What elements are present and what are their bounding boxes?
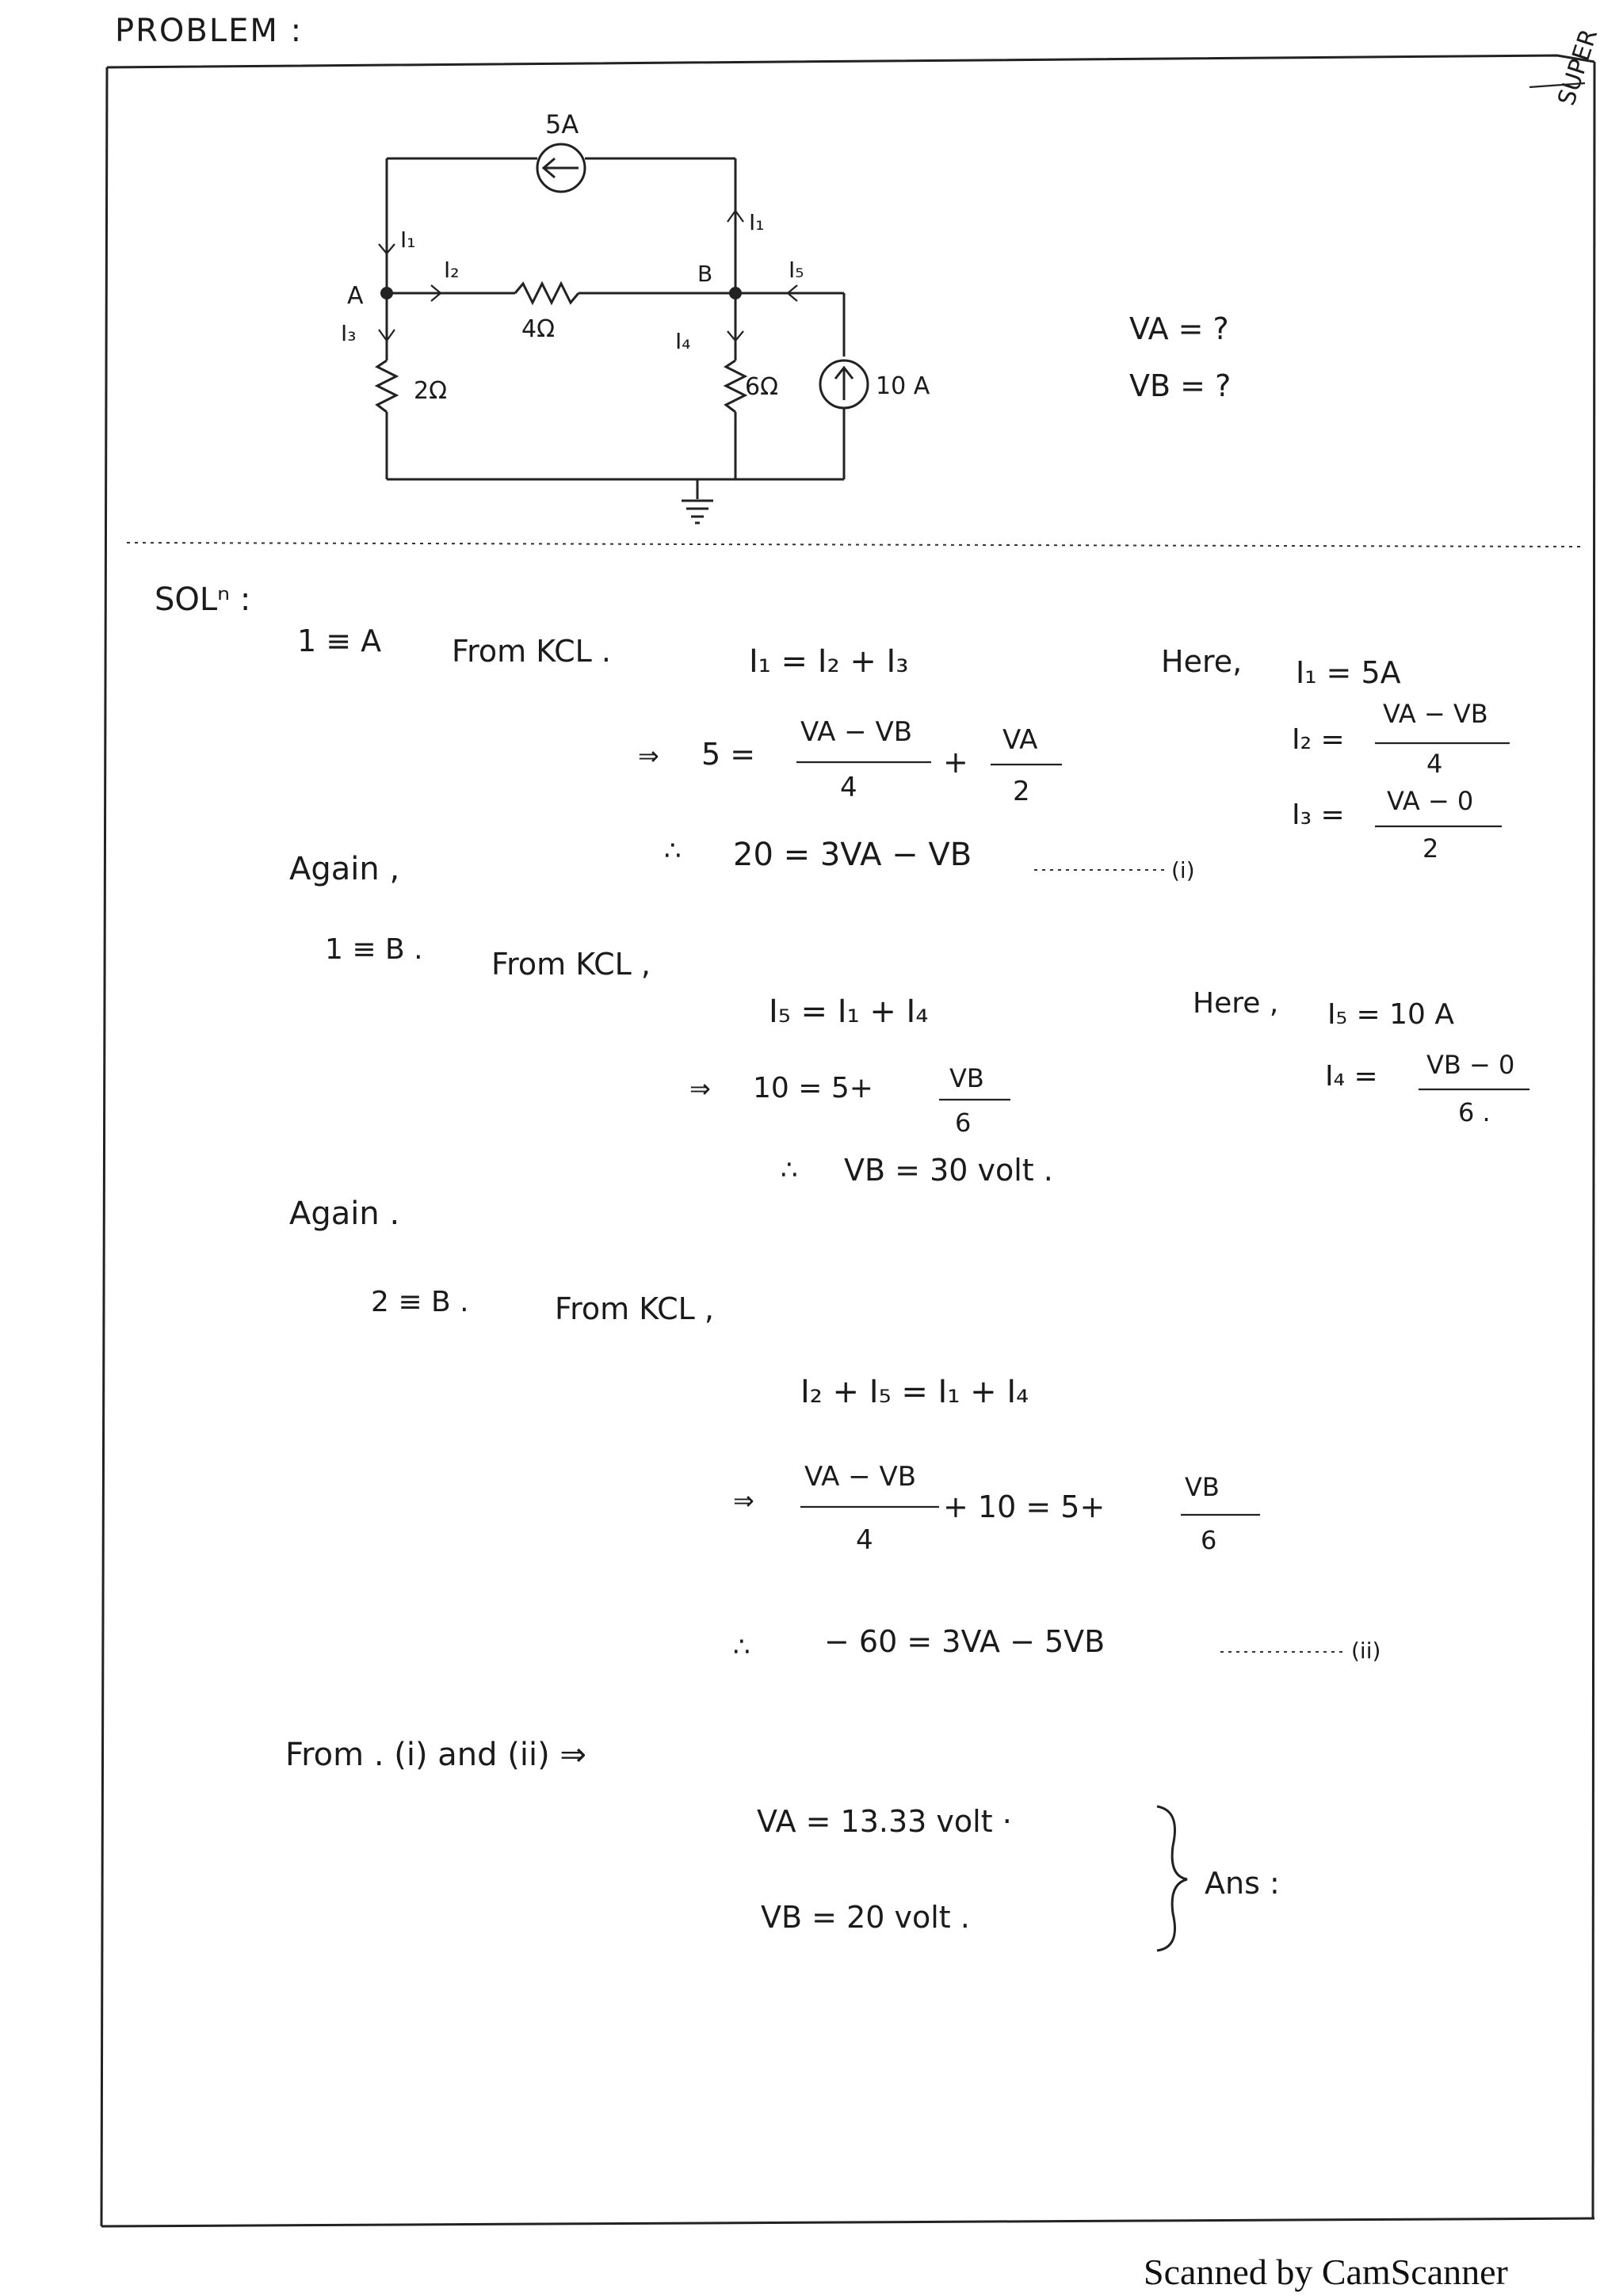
step1-eq2-num2: VA — [1002, 724, 1038, 756]
step3-node: 2 ≡ B . — [371, 1286, 469, 1318]
step3-eq2-mid: + 10 = 5+ — [943, 1489, 1106, 1524]
step2-method: From KCL , — [491, 947, 651, 982]
step1-eq2-plus: + — [943, 745, 968, 780]
step2-implies: ⇒ — [689, 1074, 711, 1104]
step1-result: 20 = 3VA − VB — [733, 837, 972, 873]
step1-h-i2-lhs: I₂ = — [1292, 723, 1345, 756]
step2-h-i4-den: 6 . — [1458, 1097, 1491, 1127]
step1-h-i2-num: VA − VB — [1383, 699, 1488, 729]
current-i1-right-label: I₁ — [749, 209, 765, 235]
corner-stamp: SUPER — [1552, 25, 1604, 109]
step1-eq2-den1: 4 — [840, 772, 857, 803]
step1-h-i3-lhs: I₃ = — [1292, 799, 1345, 831]
scanner-watermark: Scanned by CamScanner — [1144, 2252, 1508, 2292]
step1-h-i3-den: 2 — [1423, 833, 1439, 864]
step1-h-i1: I₁ = 5A — [1296, 655, 1401, 690]
problem-title: PROBLEM : — [115, 13, 304, 49]
step1-node: 1 ≡ A — [297, 624, 382, 658]
again-1: Again , — [289, 851, 400, 887]
current-i3-label: I₃ — [341, 320, 357, 346]
step3-therefore: ∴ — [733, 1631, 750, 1663]
step2-here: Here , — [1193, 987, 1279, 1020]
step3-method: From KCL , — [555, 1291, 714, 1326]
r6-label: 6Ω — [745, 373, 779, 401]
step3-result: − 60 = 3VA − 5VB — [824, 1624, 1106, 1659]
step1-method: From KCL . — [452, 634, 611, 669]
step3-eq2-num2: VB — [1185, 1472, 1220, 1502]
final-ans: Ans : — [1205, 1866, 1280, 1901]
solution-heading: SOLⁿ : — [155, 582, 251, 618]
unknown-vb: VB = ? — [1129, 368, 1232, 403]
step1-therefore: ∴ — [664, 835, 682, 867]
step2-eq2-den: 6 — [955, 1108, 972, 1138]
final-va: VA = 13.33 volt · — [757, 1804, 1012, 1839]
step2-h-i4-lhs: I₄ = — [1325, 1060, 1378, 1093]
step3-eq2-den1: 4 — [856, 1524, 873, 1556]
step2-eq1: I₅ = I₁ + I₄ — [769, 994, 929, 1030]
step1-here: Here, — [1161, 644, 1243, 679]
step2-eq2-num: VB — [949, 1063, 984, 1093]
step1-eq2-num1: VA − VB — [800, 716, 913, 748]
current-i4-label: I₄ — [675, 328, 691, 354]
step1-eq2-den2: 2 — [1013, 776, 1030, 807]
final-vb: VB = 20 volt . — [761, 1900, 970, 1935]
step3-tag: (ii) — [1351, 1638, 1381, 1664]
again-2: Again . — [289, 1196, 400, 1232]
r4-label: 4Ω — [521, 315, 556, 343]
step3-implies: ⇒ — [733, 1486, 754, 1516]
current-i5-label: I₅ — [789, 257, 804, 283]
unknown-va: VA = ? — [1129, 311, 1229, 346]
current-i1-left-label: I₁ — [400, 227, 416, 253]
frame-right — [1593, 62, 1594, 2218]
step2-node: 1 ≡ B . — [325, 933, 423, 966]
step1-eq2-lhs: 5 = — [701, 737, 756, 772]
node-a-label: A — [347, 282, 364, 310]
step1-eq1: I₁ = I₂ + I₃ — [749, 643, 909, 680]
final-from: From . (i) and (ii) ⇒ — [285, 1737, 586, 1773]
step2-result: VB = 30 volt . — [844, 1153, 1053, 1188]
step3-eq2-den2: 6 — [1201, 1525, 1217, 1555]
step2-therefore: ∴ — [781, 1154, 798, 1186]
step2-h-i4-num: VB − 0 — [1426, 1050, 1515, 1080]
step2-h-i5: I₅ = 10 A — [1327, 998, 1454, 1031]
step3-eq2-num1: VA − VB — [804, 1461, 917, 1493]
step1-implies: ⇒ — [638, 741, 659, 771]
node-b-label: B — [697, 261, 713, 287]
r2-label: 2Ω — [414, 377, 448, 405]
step2-eq2-lhs: 10 = 5+ — [753, 1072, 873, 1104]
source-5a-label: 5A — [545, 109, 579, 139]
step1-tag: (i) — [1171, 857, 1195, 883]
step3-eq1: I₂ + I₅ = I₁ + I₄ — [800, 1374, 1029, 1410]
step1-h-i2-den: 4 — [1426, 749, 1443, 779]
step1-h-i3-num: VA − 0 — [1387, 786, 1474, 816]
source-10a-label: 10 A — [876, 372, 930, 400]
current-i2-label: I₂ — [444, 257, 460, 283]
